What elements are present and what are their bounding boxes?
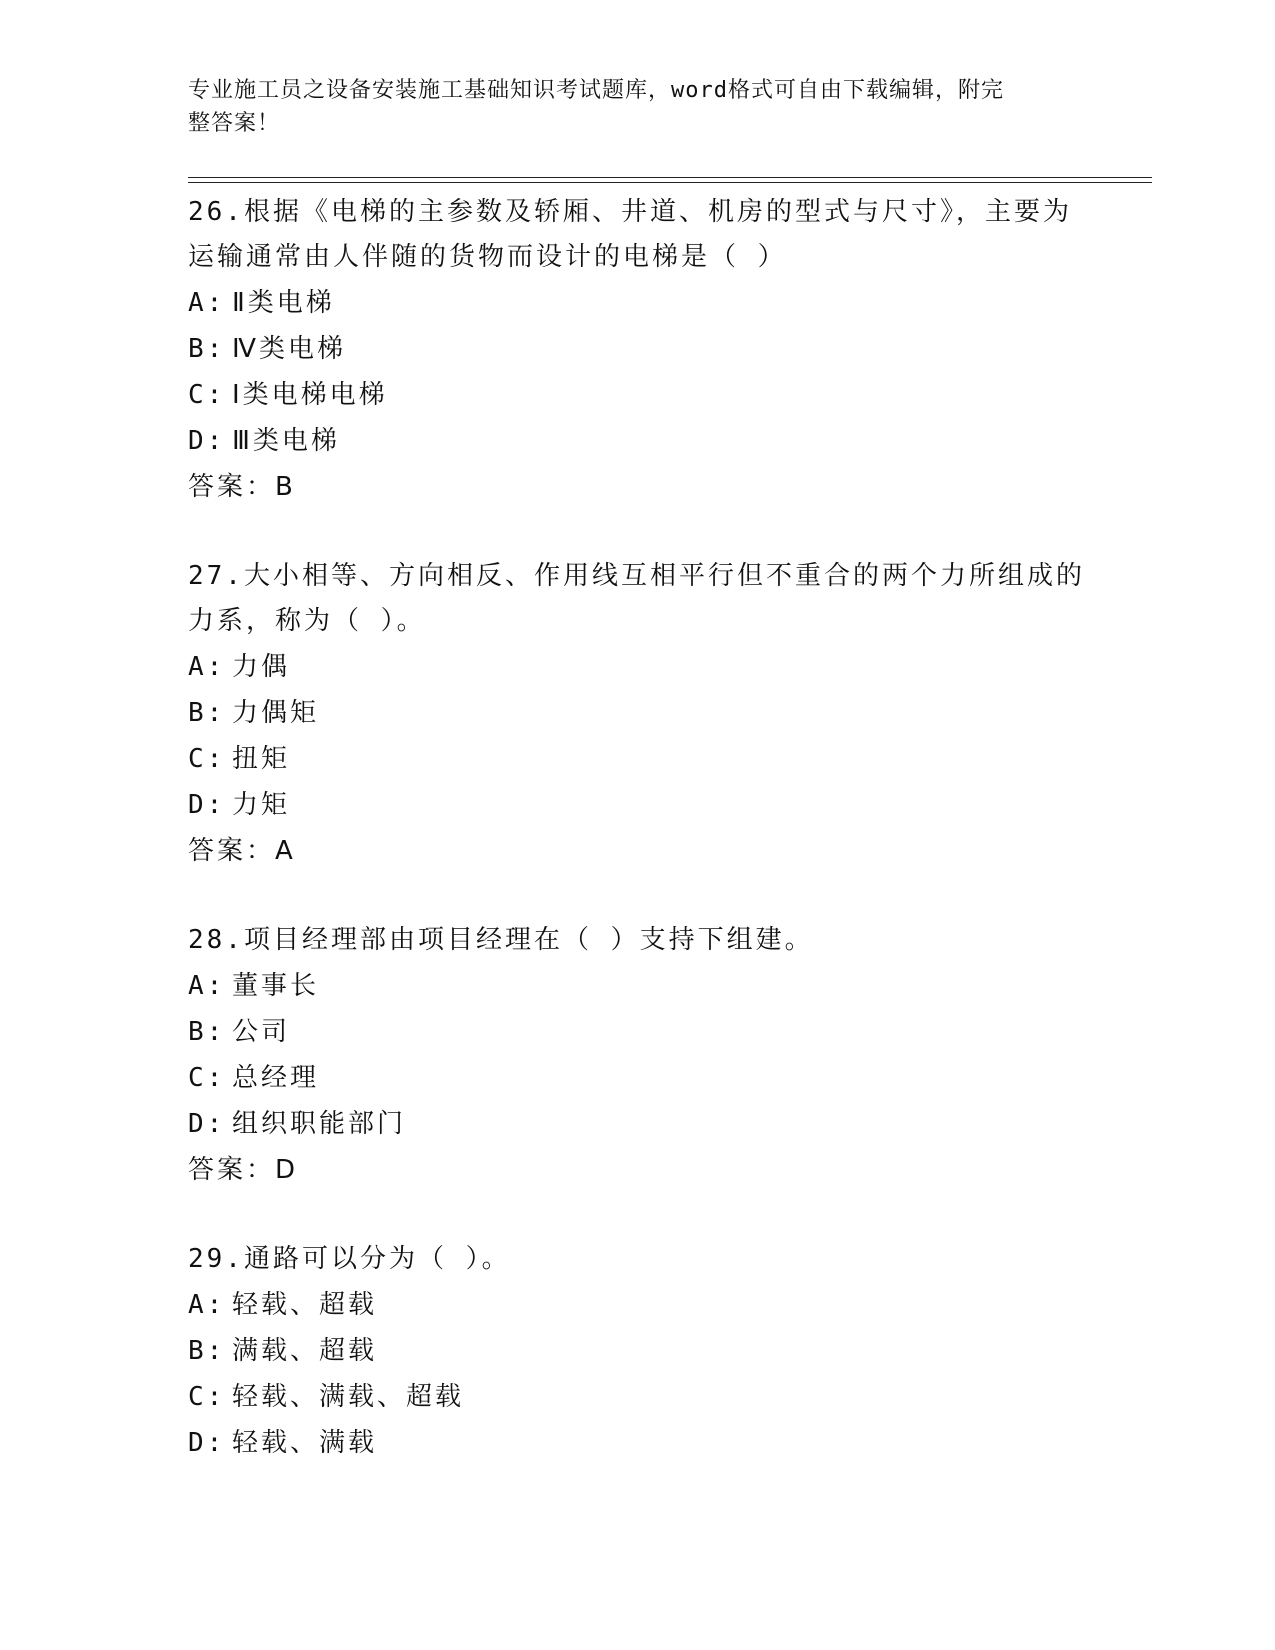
option-text: 公司: [232, 1017, 291, 1047]
option-d: [188, 1101, 1088, 1147]
option-text: Ⅳ类电梯: [232, 334, 346, 364]
question-number: 27.: [188, 561, 244, 591]
option-c: [188, 372, 1088, 418]
option-letter: B:: [188, 1017, 226, 1047]
option-b: [188, 1009, 1088, 1055]
question-text: [188, 918, 1088, 963]
option-letter: C:: [188, 1063, 226, 1093]
question-text: [188, 1237, 1088, 1282]
option-text: 力矩: [232, 790, 291, 820]
option-a: [188, 963, 1088, 1009]
question-26: [188, 190, 1088, 510]
option-b: [188, 690, 1088, 736]
option-text: 组织职能部门: [232, 1109, 407, 1139]
question-27: [188, 554, 1088, 874]
option-letter: A:: [188, 1290, 226, 1320]
question-stem: 通路可以分为（ ）。: [243, 1244, 511, 1274]
option-text: 总经理: [232, 1063, 320, 1093]
option-d: [188, 418, 1088, 464]
option-a: [188, 1282, 1088, 1328]
option-text: Ⅲ类电梯: [232, 426, 340, 456]
option-letter: A:: [188, 971, 226, 1001]
option-c: [188, 1055, 1088, 1101]
option-letter: B:: [188, 1336, 226, 1366]
answer-line: 答案：A: [188, 836, 296, 866]
option-c: [188, 1374, 1088, 1420]
option-text: 轻载、超载: [232, 1290, 378, 1320]
question-number: 26.: [188, 197, 244, 227]
option-b: [188, 326, 1088, 372]
header-divider-top: [188, 177, 1152, 178]
option-a: [188, 280, 1088, 326]
option-letter: A:: [188, 288, 226, 318]
option-letter: B:: [188, 698, 226, 728]
option-text: 力偶矩: [232, 698, 320, 728]
option-text: 轻载、满载: [232, 1428, 378, 1458]
option-letter: D:: [188, 426, 226, 456]
option-text: Ⅱ类电梯: [232, 288, 335, 318]
option-text: 扭矩: [232, 744, 291, 774]
question-stem: 根据《电梯的主参数及轿厢、井道、机房的型式与尺寸》，主要为运输通常由人伴随的货物而设计的电梯是（ ）: [188, 197, 1072, 272]
option-d: [188, 782, 1088, 828]
option-letter: C:: [188, 380, 226, 410]
header-divider-bottom: [188, 182, 1152, 183]
option-text: 满载、超载: [232, 1336, 378, 1366]
question-text: [188, 554, 1088, 644]
question-stem: 大小相等、方向相反、作用线互相平行但不重合的两个力所组成的力系，称为（ ）。: [188, 561, 1085, 636]
question-stem: 项目经理部由项目经理在（ ）支持下组建。: [243, 925, 814, 955]
option-letter: C:: [188, 1382, 226, 1412]
option-letter: A:: [188, 652, 226, 682]
option-letter: D:: [188, 790, 226, 820]
option-b: [188, 1328, 1088, 1374]
question-text: [188, 190, 1088, 280]
answer-line: 答案：B: [188, 472, 296, 502]
option-letter: C:: [188, 744, 226, 774]
option-c: [188, 736, 1088, 782]
option-text: Ⅰ类电梯电梯: [232, 380, 388, 410]
question-29: [188, 1237, 1088, 1466]
option-text: 力偶: [232, 652, 291, 682]
header-line-1: 专业施工员之设备安装施工基础知识考试题库，word格式可自由下载编辑，附完: [188, 78, 1004, 103]
question-number: 29.: [188, 1244, 244, 1274]
option-letter: D:: [188, 1109, 226, 1139]
document-header: [188, 74, 1088, 140]
header-line-2: 整答案！: [188, 111, 281, 136]
option-text: 董事长: [232, 971, 320, 1001]
question-number: 28.: [188, 925, 244, 955]
answer-line: 答案：D: [188, 1155, 299, 1185]
option-d: [188, 1420, 1088, 1466]
option-letter: B:: [188, 334, 226, 364]
option-text: 轻载、满载、超载: [232, 1382, 465, 1412]
option-letter: D:: [188, 1428, 226, 1458]
option-a: [188, 644, 1088, 690]
question-28: [188, 918, 1088, 1193]
